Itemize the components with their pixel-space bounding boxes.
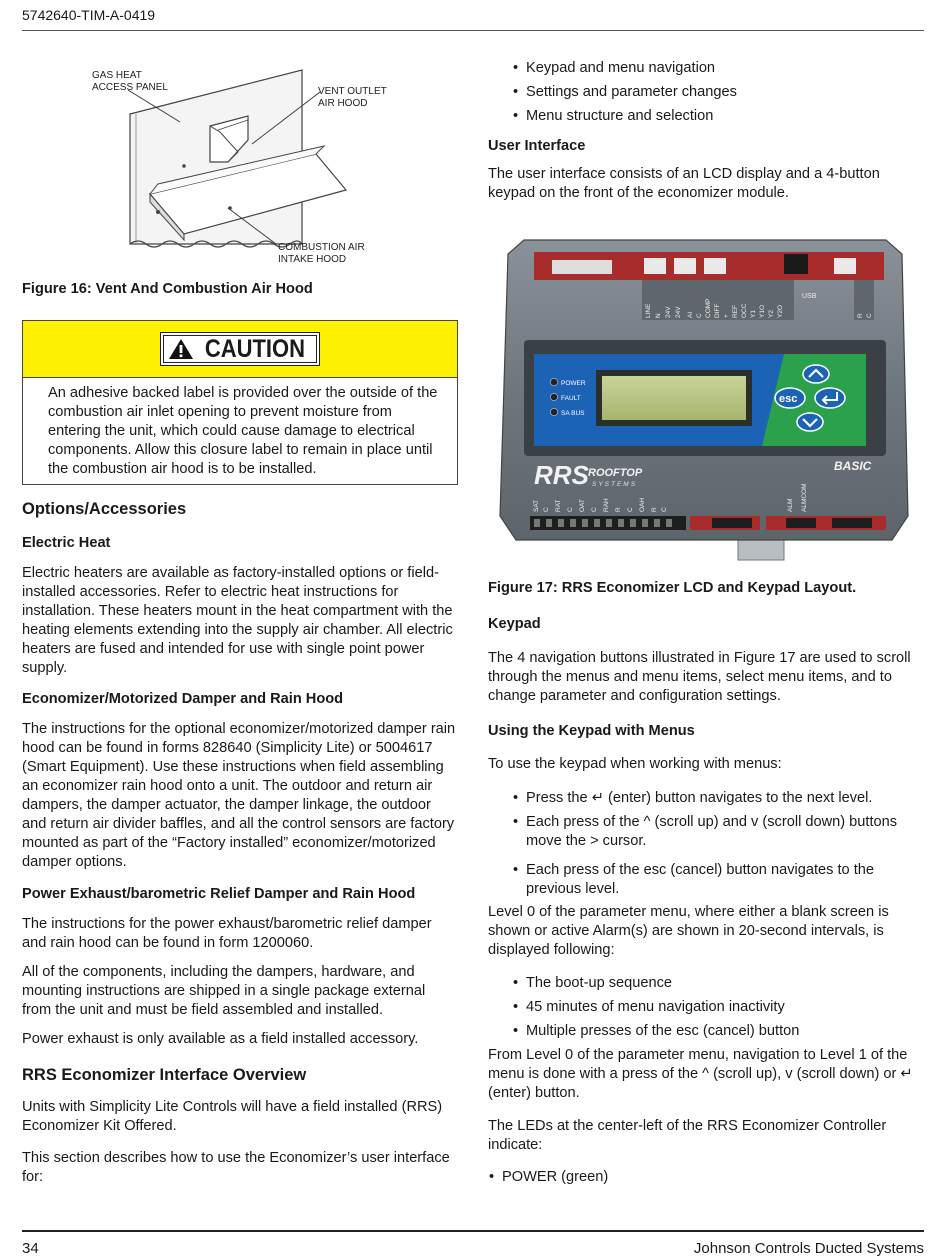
terminal-label: + bbox=[723, 314, 730, 318]
caution-word: CAUTION bbox=[204, 334, 306, 363]
esc-label: esc bbox=[779, 393, 798, 405]
caution-band bbox=[23, 321, 457, 378]
terminal-label: AI bbox=[687, 311, 694, 318]
label-vent-line2: AIR HOOD bbox=[318, 98, 368, 109]
options-heading: Options/Accessories bbox=[22, 500, 187, 518]
list-item: • Menu structure and selection bbox=[488, 107, 924, 126]
terminal-label: 24V bbox=[675, 306, 682, 318]
list-item: • Press the ↵ (enter) button navigates to the next level. bbox=[488, 789, 924, 808]
led-list bbox=[488, 1168, 924, 1187]
power-exhaust-text-1: The instructions for the power exhaust/barometric relief damper and rain hood can be found in form 1200060. bbox=[22, 916, 432, 951]
menus-heading: Using the Keypad with Menus bbox=[488, 723, 695, 739]
terminal-label: R bbox=[857, 313, 864, 318]
terminal-label: R bbox=[615, 507, 622, 512]
leds-text: The LEDs at the center-left of the RRS Economizer Controller indicate: bbox=[488, 1118, 887, 1153]
level0-list bbox=[488, 974, 924, 1041]
figure17-caption: Figure 17: RRS Economizer LCD and Keypad Layout. bbox=[488, 580, 857, 596]
terminal-label: OAT bbox=[579, 499, 586, 512]
terminal-label: RAH bbox=[603, 498, 610, 512]
company-name: Johnson Controls Ducted Systems bbox=[693, 1240, 924, 1257]
menu-usage-list bbox=[488, 789, 924, 899]
list-item: • Each press of the ^ (scroll up) and v (scroll down) buttons move the > cursor. bbox=[488, 813, 924, 851]
esc-button bbox=[775, 388, 805, 408]
led-power-label: POWER bbox=[561, 380, 586, 387]
led-fault-label: FAULT bbox=[561, 395, 581, 402]
terminal-label: Y2O bbox=[777, 304, 784, 318]
electric-heat-text: Electric heaters are available as factory-installed options or field-installed accessories. Refer to electric heat instructions for installation. These heaters mount in the heat compartment with the heating elements extending into the supply air chamber. All electric heaters are fused and intended for use with single point power supply. bbox=[22, 565, 453, 676]
footer-rule bbox=[22, 1230, 924, 1232]
terminal-label: Y2 bbox=[768, 310, 775, 318]
list-item: • Keypad and menu navigation bbox=[488, 59, 924, 78]
power-exhaust-text-2: All of the components, including the dampers, hardware, and mounting instructions are shipped in a single package external from the unit and must be field assembled and installed. bbox=[22, 964, 426, 1018]
electric-heat-heading: Electric Heat bbox=[22, 535, 111, 551]
menus-intro: To use the keypad when working with menus: bbox=[488, 756, 782, 772]
terminal-label: REF bbox=[732, 305, 739, 318]
terminal-label: C bbox=[567, 507, 574, 512]
list-item: • The boot-up sequence bbox=[488, 974, 924, 993]
label-gas-heat-line1: GAS HEAT bbox=[92, 70, 142, 81]
label-combustion-line2: INTAKE HOOD bbox=[278, 254, 347, 265]
list-item: • Multiple presses of the esc (cancel) button bbox=[488, 1022, 924, 1041]
caution-label bbox=[160, 332, 320, 366]
header-rule bbox=[22, 30, 924, 31]
terminal-label: 24V bbox=[665, 306, 672, 318]
terminal-label: N bbox=[655, 313, 662, 318]
caution-text: An adhesive backed label is provided over the outside of the combustion air inlet opening to prevent moisture from entering the unit, which could cause damage to electrical components. Allow this closure label to remain in place until the combustion air hood is to be installed. bbox=[48, 385, 438, 477]
terminal-label: C bbox=[627, 507, 634, 512]
economizer-text: The instructions for the optional economizer/motorized damper rain hood can be found in forms 828640 (Simplicity Lite) or 5004617 (Smart Equipment). Use these instructions when field assembling an economizer rain hood onto a unit. The outdoor and return air dampers, the damper actuator, the damper linkage, the outdoor and return air divider baffles, and all the control sensors are factory mounted as part of the “Factory installed” economizer/motorized damper options. bbox=[22, 721, 456, 870]
list-item: • Each press of the esc (cancel) button navigates to the previous level. bbox=[488, 861, 924, 899]
terminal-label: R bbox=[651, 507, 658, 512]
label-gas-heat-line2: ACCESS PANEL bbox=[92, 82, 168, 93]
power-exhaust-heading: Power Exhaust/barometric Relief Damper and Rain Hood bbox=[22, 886, 416, 902]
terminal-label: C bbox=[591, 507, 598, 512]
rrs-overview-heading: RRS Economizer Interface Overview bbox=[22, 1066, 307, 1084]
page-number: 34 bbox=[22, 1240, 39, 1257]
rrs-overview-text-1: Units with Simplicity Lite Controls will have a field installed (RRS) Economizer Kit Offered. bbox=[22, 1099, 443, 1134]
brand-logo: RRS bbox=[534, 460, 589, 490]
keypad-heading: Keypad bbox=[488, 616, 541, 632]
keypad-text: The 4 navigation buttons illustrated in Figure 17 are used to scroll through the menus and menu items, select menu items, and to change parameter and configuration settings. bbox=[488, 650, 911, 704]
label-vent-line1: VENT OUTLET bbox=[318, 86, 387, 97]
terminal-label: OCC bbox=[741, 303, 748, 318]
down-button bbox=[797, 413, 823, 431]
up-button bbox=[803, 365, 829, 383]
terminal-label: C bbox=[661, 507, 668, 512]
usb-label: USB bbox=[802, 293, 817, 300]
terminal-label: OAH bbox=[639, 497, 646, 512]
figure16-caption: Figure 16: Vent And Combustion Air Hood bbox=[22, 281, 313, 297]
alarm-label: ALMCOM bbox=[801, 483, 808, 512]
terminal-label: RAT bbox=[555, 499, 562, 512]
rrs-controller-photo bbox=[494, 236, 914, 562]
brand-sub: ROOFTOP bbox=[588, 467, 643, 479]
terminal-label: COMP bbox=[705, 298, 712, 318]
level1-text: From Level 0 of the parameter menu, navigation to Level 1 of the menu is done with a press of the ^ (scroll up), v (scroll down) or ↵ (enter) button. bbox=[488, 1047, 913, 1101]
user-interface-heading: User Interface bbox=[488, 138, 586, 154]
warning-triangle-icon bbox=[168, 338, 194, 360]
level0-text: Level 0 of the parameter menu, where either a blank screen is shown or active Alarm(s) are shown in 20-second intervals, is displayed following: bbox=[488, 904, 889, 958]
label-combustion-line1: COMBUSTION AIR bbox=[278, 242, 365, 253]
document-code: 5742640-TIM-A-0419 bbox=[22, 7, 156, 23]
brand-sub2: SYSTEMS bbox=[592, 481, 638, 488]
vent-hood-illustration bbox=[88, 62, 398, 272]
interface-topics-list bbox=[488, 59, 924, 126]
list-item: • 45 minutes of menu navigation inactivity bbox=[488, 998, 924, 1017]
user-interface-text: The user interface consists of an LCD display and a 4-button keypad on the front of the economizer module. bbox=[488, 166, 880, 201]
led-sabus-label: SA BUS bbox=[561, 410, 585, 417]
power-exhaust-text-3: Power exhaust is only available as a field installed accessory. bbox=[22, 1031, 419, 1047]
model-label: BASIC bbox=[834, 459, 872, 473]
alarm-label: ALM bbox=[787, 498, 794, 512]
list-item: • Settings and parameter changes bbox=[488, 83, 924, 102]
rrs-overview-text-2: This section describes how to use the Economizer’s user interface for: bbox=[22, 1150, 450, 1185]
terminal-label: Y1 bbox=[750, 310, 757, 318]
terminal-label: DIFF bbox=[714, 303, 721, 318]
terminal-label: C bbox=[696, 313, 703, 318]
terminal-label: Y1O bbox=[759, 304, 766, 318]
caution-box bbox=[22, 320, 458, 485]
terminal-label: C bbox=[866, 313, 873, 318]
enter-button bbox=[815, 388, 845, 408]
terminal-label: SAT bbox=[533, 499, 540, 512]
terminal-label: LINE bbox=[645, 303, 652, 318]
terminal-label: C bbox=[543, 507, 550, 512]
list-item: • POWER (green) bbox=[488, 1168, 924, 1187]
economizer-heading: Economizer/Motorized Damper and Rain Hood bbox=[22, 691, 344, 707]
